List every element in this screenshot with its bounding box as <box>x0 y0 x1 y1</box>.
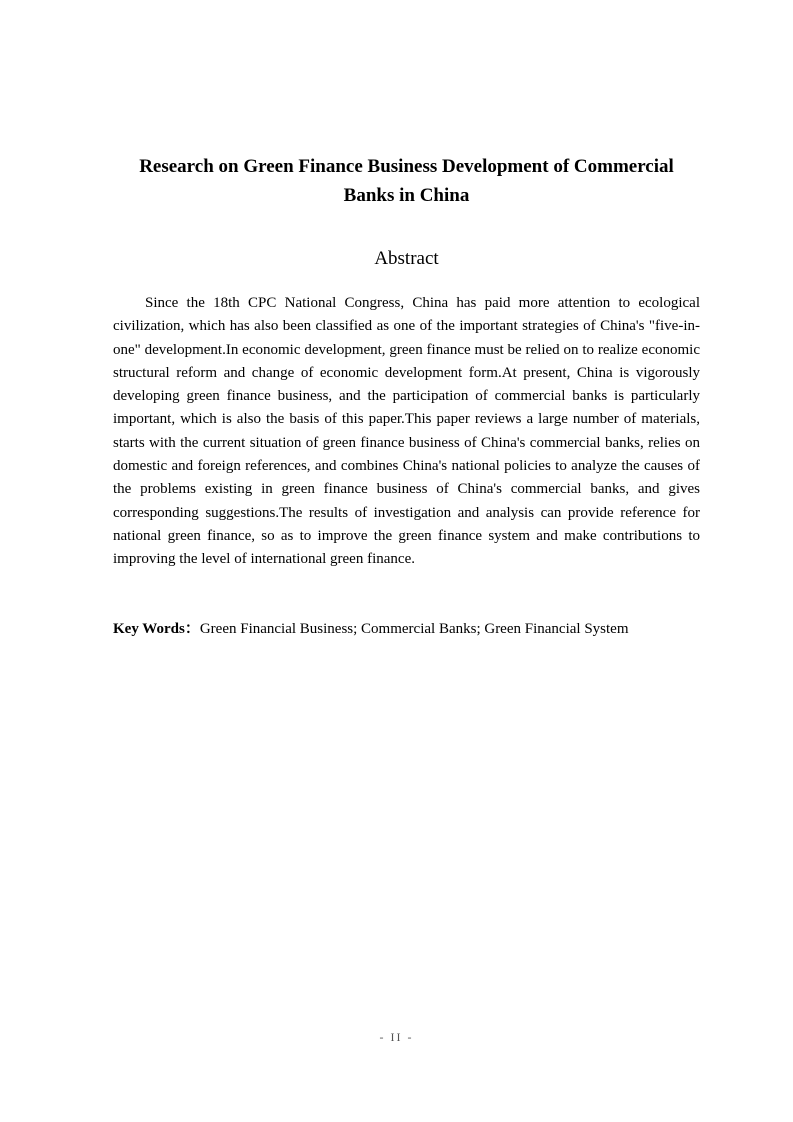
paper-title-line-2: Banks in China <box>343 185 470 206</box>
keywords-text: Green Financial Business; Commercial Banks; Green Financial System <box>199 621 629 637</box>
paper-title <box>113 152 700 210</box>
abstract-heading: Abstract <box>374 248 439 269</box>
paper-title-line-1: Research on Green Finance Business Development of Commercial <box>139 156 674 177</box>
keywords-label: Key Words： <box>113 621 200 637</box>
keywords-line <box>113 618 700 640</box>
page-number: - II - <box>379 1030 414 1044</box>
abstract-body: Since the 18th CPC National Congress, China has paid more attention to ecological civilization, which has also been classified as one of the important strategies of China's "five-in-one" development.In economic development, green finance must be relied on to realize economic structural reform and change of economic development form.At present, China is vigorously developing green finance business, and the participation of commercial banks is particularly important, which is also the basis of this paper.This paper reviews a large number of materials, starts with the current situation of green finance business of China's commercial banks, relies on domestic and foreign references, and combines China's national policies to analyze the causes of the problems existing in green finance business of China's commercial banks, and gives corresponding suggestions.The results of investigation and analysis can provide reference for national green finance, so as to improve the green finance system and make contributions to improving the level of international green finance. <box>113 295 700 568</box>
